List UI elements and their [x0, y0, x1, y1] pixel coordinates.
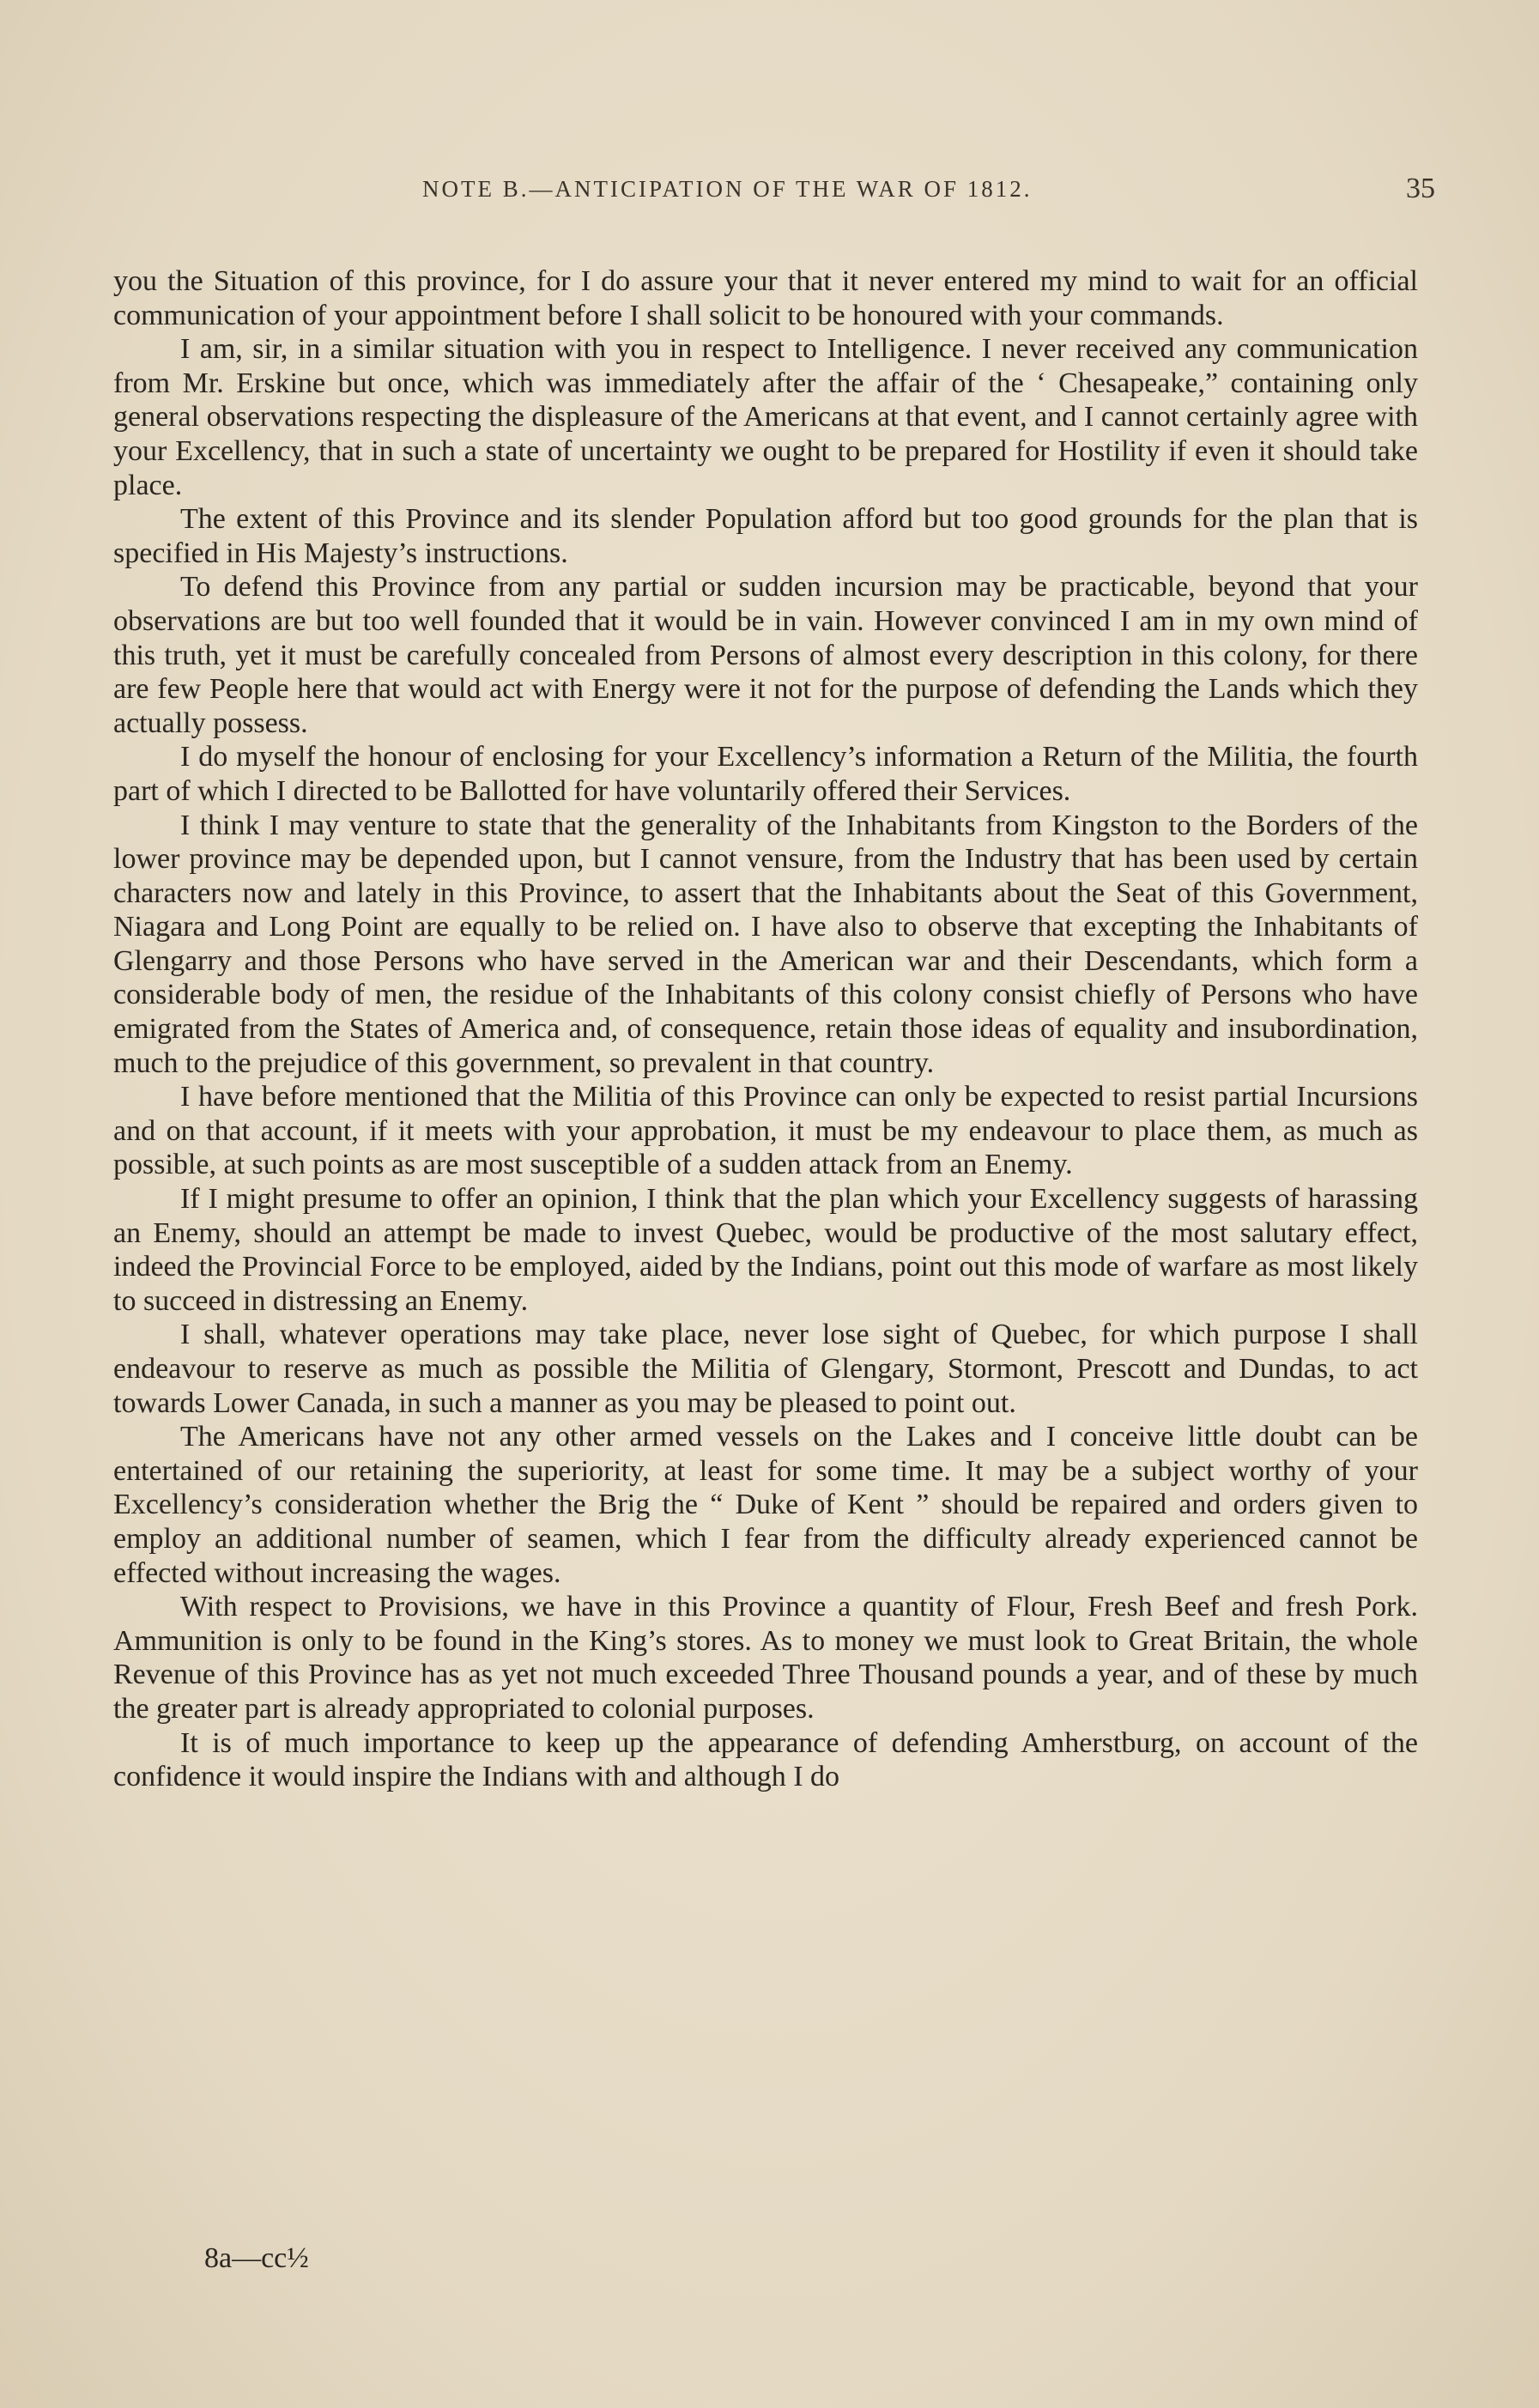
paragraph-6: I think I may venture to state that the generality of the Inhabitants from Kingston to the Borders of the lower province may be depended upon, but I cannot vensure, from the Industry that has been used by certain characters now and lately in this Province, to assert that the Inhabitants about the Seat of this Government, Niagara and Long Point are equally to be relied on. I have also to observe that excepting the Inhabitants of Glengarry and those Persons who have served in the American war and their Descendants, which form a considerable body of men, the residue of the Inhabitants of this colony consist chiefly of Persons who have emigrated from the States of America and, of consequence, retain those ideas of equality and insubordination, much to the prejudice of this government, so prevalent in that country.	[113, 809, 1418, 1079]
paragraph-1: you the Situation of this province, for I do assure your that it never entered my mind to wait for an official communication of your appointment before I shall solicit to be honoured with your commands.	[113, 265, 1418, 331]
paragraph-10: The Americans have not any other armed vessels on the Lakes and I conceive little doubt can be entertained of our retaining the superiority, at least for some time. It may be a subject worthy of your Excellency’s consideration whether the Brig the “ Duke of Kent ” should be repaired and orders given to employ an additional number of seamen, which I fear from the difficulty already experienced cannot be effected without increasing the wages.	[113, 1421, 1418, 1589]
paragraph-5: I do myself the honour of enclosing for your Excellency’s information a Return of the Militia, the fourth part of which I directed to be Ballotted for have voluntarily offered their Services.	[113, 741, 1418, 807]
body-text	[113, 264, 1418, 1794]
paragraph-11: With respect to Provisions, we have in this Province a quantity of Flour, Fresh Beef and fresh Pork. Ammunition is only to be found in the King’s stores. As to money we must look to Great Britain, the whole Revenue of this Province has as yet not much exceeded Three Thousand pounds a year, and of these by much the greater part is already appropriated to colonial purposes.	[113, 1591, 1418, 1725]
paragraph-12: It is of much importance to keep up the appearance of defending Amherstburg, on account of the confidence it would inspire the Indians with and although I do	[113, 1726, 1418, 1793]
page-number: 35	[1406, 173, 1435, 204]
paragraph-8: If I might presume to offer an opinion, I think that the plan which your Excellency suggests of harassing an Enemy, should an attempt be made to invest Quebec, would be productive of the most salutary effect, indeed the Provincial Force to be employed, aided by the Indians, point out this mode of warfare as most likely to succeed in distressing an Enemy.	[113, 1183, 1418, 1317]
paragraph-9: I shall, whatever operations may take place, never lose sight of Quebec, for which purpose I shall endeavour to reserve as much as possible the Militia of Glengary, Stormont, Prescott and Dundas, to act towards Lower Canada, in such a manner as you may be pleased to point out.	[113, 1319, 1418, 1419]
paragraph-4: To defend this Province from any partial or sudden incursion may be practicable, beyond that your observations are but too well founded that it would be in vain. However convinced I am in my own mind of this truth, yet it must be carefully concealed from Persons of almost every description in this colony, for there are few People here that would act with Energy were it not for the purpose of defending the Lands which they actually possess.	[113, 571, 1418, 739]
paragraph-7: I have before mentioned that the Militia of this Province can only be expected to resist partial Incursions and on that account, if it meets with your approbation, it must be my endeavour to place them, as much as possible, at such points as are most susceptible of a sudden attack from an Enemy.	[113, 1081, 1418, 1181]
paragraph-3: The extent of this Province and its slender Population afford but too good grounds for the plan that is specified in His Majesty’s instructions.	[113, 503, 1418, 569]
paragraph-2: I am, sir, in a similar situation with you in respect to Intelligence. I never received any communication from Mr. Erskine but once, which was immediately after the affair of the ‘ Chesapeake,” containing only general observations respecting the displeasure of the Americans at that event, and I cannot certainly agree with your Excellency, that in such a state of uncertainty we ought to be prepared for Hostility if even it should take place.	[113, 333, 1418, 501]
running-head: NOTE B.—ANTICIPATION OF THE WAR OF 1812.	[422, 176, 1033, 202]
page-header	[113, 173, 1435, 210]
printer-signature-mark: 8a—cc½	[204, 2242, 309, 2274]
